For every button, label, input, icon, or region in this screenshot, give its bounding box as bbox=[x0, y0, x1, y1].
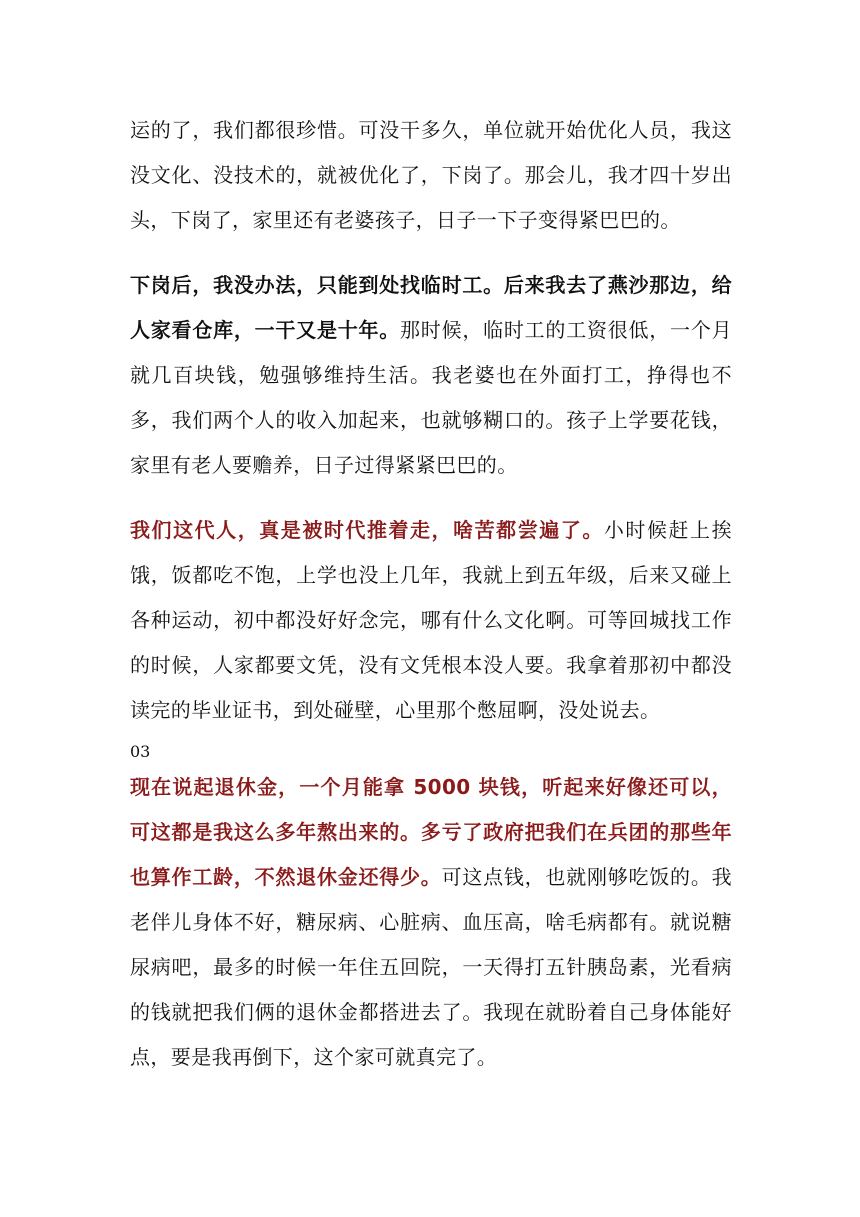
paragraph-4-text: 可这点钱，也就刚够吃饭的。我老伴儿身体不好，糖尿病、心脏病、血压高，啥毛病都有。就说糖尿病吧，最多的时候一年住五回院，一天得打五针胰岛素，光看病的钱就把我们俩的退休金都搭进去了。我现在就盼着自己身体能好点，要是我再倒下，这个家可就真完了。 bbox=[130, 865, 733, 1069]
paragraph-2-bold-lead: 下岗后，我没办法，只能到处找临时工。后来我去了燕沙那边，给人家看仓库，一干又是十年。 bbox=[130, 273, 732, 342]
paragraph-3-highlight: 我们这代人，真是被时代推着走，啥苦都尝遍了。 bbox=[130, 518, 604, 542]
section-number: 03 bbox=[130, 742, 151, 761]
paragraph-4-highlight: 现在说起退休金，一个月能拿 5000 块钱，听起来好像还可以，可这都是我这么多年熬出来的。多亏了政府把我们在兵团的那些年也算作工龄，不然退休金还得少。 bbox=[130, 775, 732, 889]
paragraph-2 bbox=[130, 263, 732, 488]
paragraph-1 bbox=[130, 108, 732, 243]
paragraph-1-text: 运的了，我们都很珍惜。可没干多久，单位就开始优化人员，我这没文化、没技术的，就被优化了，下岗了。那会儿，我才四十岁出头，下岗了，家里还有老婆孩子，日子一下子变得紧巴巴的。 bbox=[130, 118, 732, 232]
paragraph-4 bbox=[130, 765, 732, 1080]
paragraph-3 bbox=[130, 508, 732, 733]
paragraph-3-text: 小时候赶上挨饿，饭都吃不饱，上学也没上几年，我就上到五年级，后来又碰上各种运动，初中都没好好念完，哪有什么文化啊。可等回城找工作的时候，人家都要文凭，没有文凭根本没人要。我拿着那初中都没读完的毕业证书，到处碰壁，心里那个憋屈啊，没处说去。 bbox=[130, 518, 732, 722]
paragraph-2-text: 那时候，临时工的工资很低，一个月就几百块钱，勉强够维持生活。我老婆也在外面打工，挣得也不多，我们两个人的收入加起来，也就够糊口的。孩子上学要花钱，家里有老人要赡养，日子过得紧紧巴巴的。 bbox=[130, 318, 732, 477]
